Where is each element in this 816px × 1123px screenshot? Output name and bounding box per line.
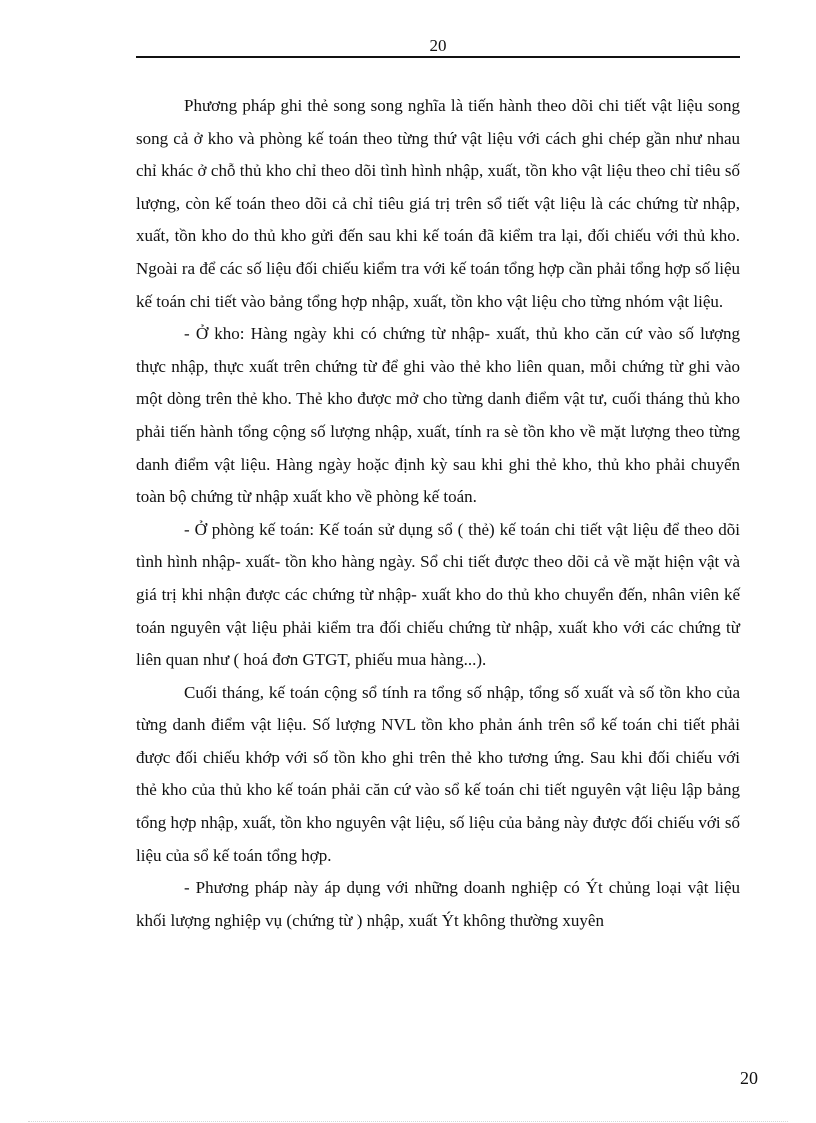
footer-page-number: 20 <box>740 1068 758 1088</box>
paragraph-cuoi-thang: Cuối tháng, kế toán cộng sổ tính ra tổng số nhập, tổng số xuất và số tồn kho của từng danh điểm vật liệu. Số lượng NVL tồn kho phản ánh trên sổ kế toán chi tiết phải được đối chiếu khớp với số tồn kho ghi trên thẻ kho tương ứng. Sau khi đối chiếu với thẻ kho của thủ kho kế toán phải căn cứ vào sổ kế toán chi tiết nguyên vật liệu lập bảng tổng hợp nhập, xuất, tồn kho nguyên vật liệu, số liệu của bảng này được đối chiếu với số liệu của sổ kế toán tổng hợp. <box>136 682 740 865</box>
body-text <box>136 90 740 937</box>
paragraph-o-kho: - Ở kho: Hàng ngày khi có chứng từ nhập- xuất, thủ kho căn cứ vào số lượng thực nhập, thực xuất trên chứng từ để ghi vào thẻ kho liên quan, mỗi chứng từ ghi vào một dòng trên thẻ kho. Thẻ kho được mở cho từng danh điểm vật tư, cuối tháng thủ kho phải tiến hành tổng cộng số lượng nhập, xuất, tính ra sè tồn kho về mặt lượng theo từng danh điểm vật liệu. Hàng ngày hoặc định kỳ sau khi ghi thẻ kho, thủ kho phải chuyển toàn bộ chứng từ nhập xuất kho về phòng kế toán. <box>136 324 740 507</box>
header-rule <box>136 56 740 58</box>
header-page-number: 20 <box>429 36 447 55</box>
paragraph-o-phong-ke-toan: - Ở phòng kế toán: Kế toán sử dụng sổ ( thẻ) kế toán chi tiết vật liệu để theo dõi tình hình nhập- xuất- tồn kho hàng ngày. Sổ chi tiết được theo dõi cả về mặt hiện vật và giá trị khi nhận được các chứng từ nhập- xuất kho do thủ kho chuyển đến, nhân viên kế toán nguyên vật liệu phải kiểm tra đối chiếu chứng từ nhập, xuất kho với các chứng từ liên quan như ( hoá đơn GTGT, phiếu mua hàng...). <box>136 519 740 670</box>
paragraph-ghi-the-song-song: Phương pháp ghi thẻ song song nghĩa là tiến hành theo dõi chi tiết vật liệu song song cả ở kho và phòng kế toán theo từng thứ vật liệu với cách ghi chép gần như nhau chỉ khác ở chỗ thủ kho chỉ theo dõi tình hình nhập, xuất, tồn kho vật liệu theo chỉ tiêu số lượng, còn kế toán theo dõi cả chỉ tiêu giá trị trên sổ tiết vật liệu là các chứng từ nhập, xuất, tồn kho do thủ kho gửi đến sau khi kế toán đã kiểm tra lại, đối chiếu với thủ kho. Ngoài ra để các số liệu đối chiếu kiểm tra với kế toán tổng hợp cần phải tổng hợp số liệu kế toán chi tiết vào bảng tổng hợp nhập, xuất, tồn kho vật liệu cho từng nhóm vật liệu. <box>136 96 740 311</box>
paragraph-ap-dung: - Phương pháp này áp dụng với những doanh nghiệp có Ýt chủng loại vật liệu khối lượng nghiệp vụ (chứng từ ) nhập, xuất Ýt không thường xuyên <box>136 878 740 930</box>
page-bottom-divider <box>28 1121 788 1122</box>
